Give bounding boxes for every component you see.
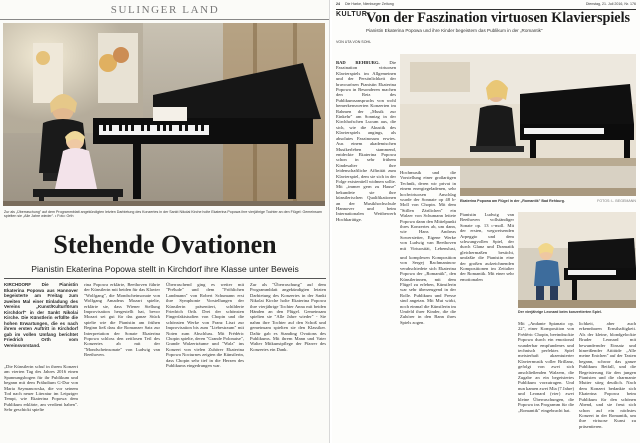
article-column-2: Hochmusik und die Vorstellung einer großartigen Technik, deren wir privat in einem energiegeladenen, sehr hochvirtuosen Anschlag wurde der Sonnate op 48 b-Moll von Chopin. Mit dem "Stillen Zärtlichen" ein Walzer von Schumann leitete Popowa dann den Mittelpunkt ihres Konzertes ab, um dann, wie Hans Andreas Sowerstetter, Eigene Werke von Ludwig van Beethoven mit Virtuosität, Lebenslust,	[400, 170, 456, 251]
pianist-portrait-image	[400, 54, 636, 166]
photo-caption: Zur als „Überraschung" auf dem Programmblatt angekündigten letzten Darbietung des Konzertes in der Sankt Nikolai Kirche holte Ekaterina Popowa ihre vierjährige Tochter an den Flügel: Gemeinsam spielten sie „Alle Jahre wieder". • Foto: Orth	[4, 210, 322, 219]
concert-photo	[3, 23, 325, 206]
piano-performance-image	[3, 23, 325, 206]
article-column-3: Pianistin Ludwig van Beethoven vollständiger Sonate op. 13 c-moll. Mit der ersten, wegweisenden Arpeggio und dem schwungvollen Spiel, der durch Glanz und Dramatik gleichermaßen besticht, umfaßte die Pianistin eine der großen aufzeichnenden Kompositionen im Zeitalter der Romantik. Mit einer sehr emotionalen	[460, 212, 514, 282]
column-1-text: Die Faszination virtuosen Klavierspiels im Allgemeinen und der Persönlichkeit der bravourösen Pianistin Ekaterina Popowa in Besonderen machen den Reiz des Publikumsanspruchs von wohl bemerkenswerten Konzerten im Rahmen der „Musik zur Einkehr" am Sonntag in der Kirchhofschen Lucum aus, die sich, wie die Akustik des Klavierspiels angings, als absolutes Faszinosum erwies. Aus einem akademischen Musikerleben stammend, entdeckte Ekaterina Popowa schon in sehr frühem Kindesalter ihre leidenschaftliche Affinität zum Klavierspiel, dem sie sich in der Folge existentiell widmen sollte. Mit „immer gern zu Hause" bekundete sie ihre künstlerischen Qualifikationen an der Musikhochschule Hannover und beim Internationalen Wettbewerb Hochkarätige.	[336, 60, 396, 222]
headline: Von der Faszination virtuosen Klavierspiels	[366, 10, 631, 26]
child-at-piano-image	[518, 212, 636, 308]
concert-floor-image	[460, 166, 636, 196]
photo1-caption: Ekaterina Popowa am Flügel in der „Romantik" Bad Rehburg.	[460, 199, 565, 203]
issue-date: Dienstag, 21. Juli 2016, Nr. 176	[585, 2, 636, 6]
article-column-1	[336, 60, 396, 251]
subheadline: Pianistin Ekaterina Popowa und ihre Kinder begeistern das Publikum in der „Romantik"	[366, 28, 543, 33]
article-column-4: Zur als "Überraschung" auf dem Programmblatt angekündigten letzten Darbietung des Konzertes in der Sankt Nikolai Kirche holte Ekaterina Popowa ihre vierjährige Tochter Anna mit beiden Händen an den Flügel. Gemeinsam spielten sie "Alle Jahre wieder" - Sie nahm ihre Tochter auf den Schoß und gemeinsam spielten sie den Klassiker. Dafür gab es Standing Ovations des Publikums. Mit ihrem Mann und Vater Walter Mitkunstpflege der Pfarrer des Konzertes ein Dank.	[250, 282, 326, 352]
photo1-credit: FOTOS: L. BEGEMANN	[597, 199, 636, 203]
headline: Stehende Ovationen	[53, 230, 277, 259]
section-title: SULINGER LAND	[110, 4, 220, 16]
byline: VON UTA VON SOHL	[336, 40, 372, 44]
article-column-6: lichkeit, aber auch erkennbaren Ernsthaftigkeit. Als der kleine, blondgelockte Bruder Leonard mit bewundernder Einsatz und hinreißender Attitüde „Alle meine Entchen" auf der Tasten begann, schwor das ganze Publikum Beifall, und die Begeisterung für den jungen Pianisten und die charmante Mutter stieg deutlich. Nach dem Konzert bedankte sich Ekaterina Popowa beim Publikum für den schönen Abend, und sie freut sich schon auf ein nächstes Konzert in der Romantik, um ihre virtuose Kunst zu präsentieren.	[579, 321, 636, 429]
clipping-kultur	[332, 0, 640, 443]
lead-text: Die Pianistin Ekaterina Popowa aus Hannover begeisterte am Freitag zum zweiten Mal einer Einladung des Vereins „Kunst/Kulturförum Kirchdorf" in der Sankt Nikolai Kirche. Die Künstlerin erfüllte die hohen Erwartungen, die es nach ihrem ersten Auftritt in Kirchdorf gab im vollen Umfang	[4, 282, 78, 337]
lead-box	[4, 282, 78, 362]
lead-dateline: KIRCHDORF	[4, 282, 31, 287]
subheadline: Pianistin Ekaterina Popowa stellt in Kirchdorf ihre Klasse unter Beweis	[31, 264, 299, 274]
section-header	[0, 0, 330, 20]
article-column-1: „Die Künstlerin schuf in ihrem Konzert am vierten Tag des Jahres 2016 einen Spannungsbogen für ihr Publikum und begann mit dem Präludium G-Dur von Maria Szymanowska, die vor seinem Tod nach neuer Literatur im Leipziger Tempi, wie Ekaterina Popowa dem Publikum erklärte, am verdient haben". Sehr geschickt spielte	[4, 364, 78, 413]
article-column-4: und komplexen Komposition von Sergej Rachmaninow verabschiedete sich Ekaterina Popowa der „Romantik", den Künstlerinnen, mit dem Flügel zu erleben, Künstlerin war sehr überzeugend in der Rolle. Publikum und Presse sind angetan. Mit Mut wirkt, noch einmal die Künstlerin im Umfeld ihrer Kinder, die die Zuhörer in den Bann ihres Spiels zogen.	[400, 255, 456, 325]
section-kultur: KULTUR	[336, 11, 368, 18]
page-header	[336, 2, 636, 9]
headline-rule	[4, 278, 326, 279]
photo-child-piano	[518, 212, 636, 308]
photo-leonard	[460, 166, 636, 196]
lead-author: berichtet Friedrich Orth vom Vereinsvorstand.	[4, 331, 78, 348]
paper-name: Die Harke, Nienburger Zeitung	[345, 2, 394, 6]
dateline: BAD REHBURG.	[336, 60, 380, 65]
article-column-5: Mit „Andante Spianato op. 22", einer Komposition von Frédéric Chopin, beeindruckte Popowa durch ein emotional wunderbar empfundenes und technisch perfektes Spiel meisterhaft akzentuierter Klaviermusik voller Brillanz, gefolgt von zwei sich anschließenden Walzern, die Zugabe an ein begeistertes Publikum vorzutragen. Und nun kamen zwei Mia (7 Jahre) und Leonard (vier) zwei kleine Überraschungen, die Popowa ins Programm für die „Romantik" eingebracht hat.	[518, 321, 574, 413]
article-column-2: rina Popowa erklärte, Beethoven führte der Künstlerin mit beiden für das Klavier "Wolfgang", die Mondscheinsonate von Wolfgang Amadeus Mozart spielte, erklärte sie, dass Wiener Stellung Improvisation hergestellt hat, bevor Mozart sei gut für das ganze Stück spielte wie die Pianistin am frühen Beginn ließ dass die Romanzer Satz zur Interpretation der Sonate Ekaterina Popowa schloss den zeitlosen Teil des Konzertes ab mit der "Mondscheinsonate" von Ludwig van Beethoven.	[84, 282, 160, 358]
photo-popowa	[400, 54, 636, 166]
page-number: 24	[336, 2, 340, 6]
photo2-caption: Der vierjährige Leonard beim konzertierten Spiel.	[518, 310, 602, 314]
article-column-3: Überraschend ging es weiter mit "Prélude" und dem "Fröhlichen Landmann" von Robert Schumann erst ihre Symphonie Vorstellungen der Künstlerin präsentiert, schilderte Friedrich Orth. Drei der schönsten Fingerfaktstudien von Chopin und die schönsten Werke von Franz Liszt zur Improvisation bis zum "Liebestraum" mit Noten zum Abschluss. Mit Frédéric Chopin spielte, deren "Grande Polonaise", Grande Walzerträume und "Walz" ins Konzert von vielen Zuhörer Ekaterina Popowa Nocturnes zeigten die Künstlerin, dass Chopin sehr tief in die Herzen des Publikums eingedrungen war.	[166, 282, 244, 369]
